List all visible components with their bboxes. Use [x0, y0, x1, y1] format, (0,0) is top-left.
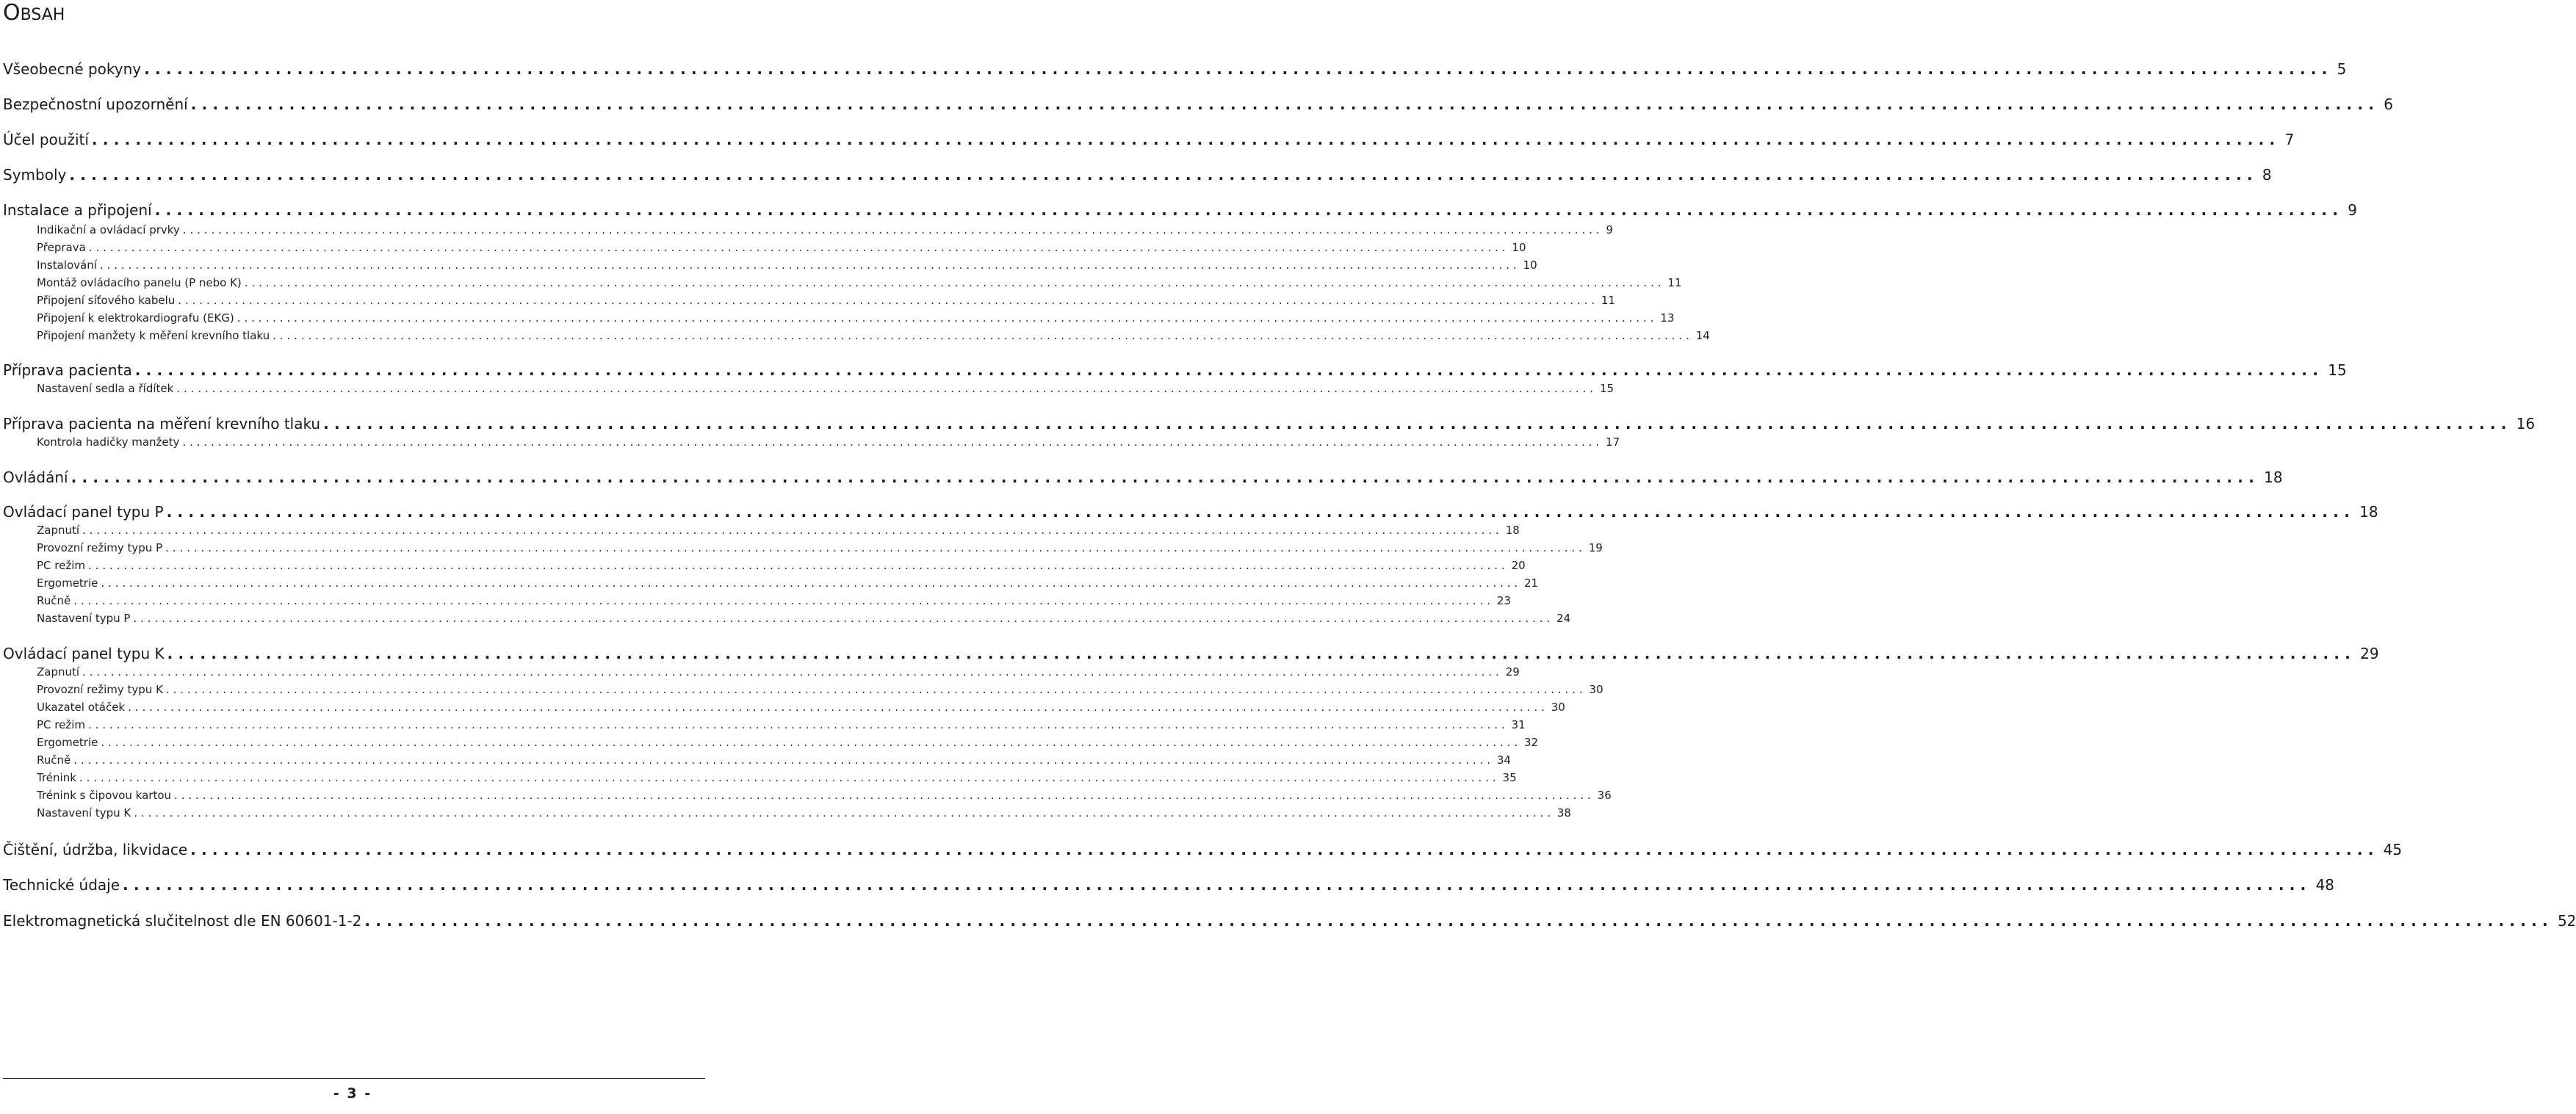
toc-entry-title: Provozní režimy typu P	[37, 541, 163, 554]
toc-dot-leader: ........................................................................................................................................................................................................	[167, 645, 2356, 662]
toc-entry-page-number: 17	[1606, 435, 1620, 449]
toc-section-entry	[0, 593, 1511, 609]
toc-entry-title: Instalace a připojení	[3, 201, 152, 219]
toc-entry-page-number: 11	[1667, 276, 1682, 289]
toc-entry-page-number: 13	[1660, 311, 1675, 325]
toc-entry-title: Ručně	[37, 594, 71, 607]
toc-chapter-entry	[0, 839, 2403, 860]
toc-entry-page-number: 48	[2315, 876, 2335, 894]
toc-entry-page-number: 18	[2359, 503, 2378, 521]
toc-section-entry	[0, 610, 1571, 626]
toc-entry-title: Ručně	[37, 753, 71, 767]
toc-entry-page-number: 34	[1496, 753, 1511, 767]
toc-dot-leader: ........................................................................................................................................................................................................	[165, 541, 1586, 554]
toc-entry-page-number: 10	[1523, 258, 1537, 272]
toc-entry-page-number: 29	[1505, 665, 1520, 679]
toc-section-entry	[0, 805, 1571, 821]
toc-entry-title: Ukazatel otáček	[37, 701, 126, 714]
toc-section-entry	[0, 257, 1537, 273]
toc-section-entry	[0, 222, 1613, 238]
toc-chapter-entry	[0, 164, 2272, 185]
toc-section-entry	[0, 310, 1675, 326]
toc-entry-title: PC režim	[37, 559, 86, 572]
footer-divider	[3, 1078, 705, 1079]
toc-entry-page-number: 14	[1695, 329, 1710, 342]
toc-section-entry	[0, 540, 1603, 556]
toc-entry-page-number: 15	[2328, 361, 2347, 379]
toc-dot-leader: ........................................................................................................................................................................................................	[82, 524, 1503, 537]
toc-dot-leader: ........................................................................................................................................................................................................	[88, 559, 1509, 572]
toc-entry-title: Indikační a ovládací prvky	[37, 223, 180, 236]
toc-section-entry	[0, 292, 1616, 308]
toc-entry-title: Příprava pacienta	[3, 361, 132, 379]
toc-entry-page-number: 52	[2557, 912, 2576, 930]
toc-dot-leader: ........................................................................................................................................................................................................	[244, 276, 1665, 289]
toc-dot-leader: ........................................................................................................................................................................................................	[323, 415, 2512, 433]
toc-dot-leader: ........................................................................................................................................................................................................	[101, 736, 1521, 749]
toc-entry-title: Ovládací panel typu P	[3, 503, 164, 521]
toc-entry-page-number: 23	[1496, 594, 1511, 607]
toc-entry-page-number: 30	[1589, 683, 1603, 696]
toc-entry-page-number: 45	[2383, 841, 2403, 858]
toc-entry-title: Nastavení typu K	[37, 806, 131, 820]
toc-section-entry	[0, 328, 1710, 344]
toc-dot-leader: ........................................................................................................................................................................................................	[91, 131, 2281, 148]
toc-dot-leader: ........................................................................................................................................................................................................	[176, 382, 1597, 395]
toc-entry-page-number: 24	[1556, 612, 1571, 625]
toc-chapter-entry	[0, 643, 2379, 664]
toc-dot-leader: ........................................................................................................................................................................................................	[73, 753, 1494, 767]
toc-dot-leader: ........................................................................................................................................................................................................	[144, 60, 2333, 78]
page-title-rest: BSAH	[20, 6, 65, 24]
toc-section-entry	[0, 787, 1612, 803]
toc-entry-title: Připojení síťového kabelu	[37, 294, 176, 307]
toc-entry-title: Instalování	[37, 258, 97, 272]
toc-entry-page-number: 30	[1551, 701, 1565, 714]
toc-entry-page-number: 6	[2384, 95, 2393, 113]
toc-entry-title: Montáž ovládacího panelu (P nebo K)	[37, 276, 242, 289]
toc-chapter-entry	[0, 360, 2347, 380]
toc-dot-leader: ........................................................................................................................................................................................................	[99, 258, 1520, 272]
toc-entry-title: Nastavení typu P	[37, 612, 131, 625]
toc-section-entry	[0, 522, 1520, 538]
toc-entry-title: Účel použití	[3, 131, 89, 148]
toc-entry-title: Ovládací panel typu K	[3, 645, 165, 662]
toc-entry-title: Ovládání	[3, 469, 68, 486]
toc-section-entry	[0, 681, 1603, 698]
toc-section-entry	[0, 557, 1526, 574]
toc-dot-leader: ........................................................................................................................................................................................................	[71, 469, 2260, 486]
toc-dot-leader: ........................................................................................................................................................................................................	[165, 683, 1587, 696]
toc-entry-page-number: 10	[1512, 241, 1526, 254]
toc-section-entry	[0, 664, 1520, 680]
toc-chapter-entry	[0, 467, 2283, 488]
toc-dot-leader: ........................................................................................................................................................................................................	[134, 806, 1554, 820]
toc-dot-leader: ........................................................................................................................................................................................................	[69, 166, 2258, 184]
toc-chapter-entry	[0, 875, 2335, 895]
toc-dot-leader: ........................................................................................................................................................................................................	[123, 876, 2312, 894]
toc-entry-page-number: 19	[1588, 541, 1603, 554]
toc-entry-page-number: 15	[1599, 382, 1614, 395]
toc-chapter-entry	[0, 129, 2295, 150]
page-title	[3, 0, 65, 29]
toc-entry-title: Trénink s čipovou kartou	[37, 789, 172, 802]
toc-dot-leader: ........................................................................................................................................................................................................	[73, 594, 1494, 607]
toc-entry-page-number: 29	[2360, 645, 2379, 662]
toc-entry-page-number: 7	[2284, 131, 2295, 148]
toc-chapter-entry	[0, 94, 2393, 115]
toc-entry-page-number: 36	[1597, 789, 1612, 802]
toc-dot-leader: ........................................................................................................................................................................................................	[174, 789, 1595, 802]
toc-entry-title: Čištění, údržba, likvidace	[3, 841, 188, 858]
toc-entry-title: Provozní režimy typu K	[37, 683, 163, 696]
toc-entry-page-number: 21	[1524, 576, 1539, 590]
toc-entry-title: Nastavení sedla a řídítek	[37, 382, 174, 395]
toc-entry-page-number: 9	[2348, 201, 2357, 219]
toc-section-entry	[0, 770, 1517, 786]
toc-entry-page-number: 11	[1601, 294, 1616, 307]
toc-section-entry	[0, 752, 1511, 768]
toc-entry-title: Symboly	[3, 166, 67, 184]
page-number: - 3 -	[333, 1085, 372, 1102]
toc-entry-page-number: 16	[2516, 415, 2536, 433]
toc-entry-title: Zapnutí	[37, 665, 80, 679]
toc-dot-leader: ........................................................................................................................................................................................................	[154, 201, 2344, 219]
toc-entry-title: Příprava pacienta na měření krevního tlaku	[3, 415, 321, 433]
toc-entry-page-number: 8	[2262, 166, 2272, 184]
toc-dot-leader: ........................................................................................................................................................................................................	[133, 612, 1554, 625]
toc-chapter-entry	[0, 502, 2378, 522]
toc-dot-leader: ........................................................................................................................................................................................................	[190, 841, 2379, 858]
page-title-initial: O	[3, 0, 21, 26]
toc-entry-title: Elektromagnetická slučitelnost dle EN 60601-1-2	[3, 912, 362, 930]
toc-dot-leader: ........................................................................................................................................................................................................	[166, 503, 2356, 521]
toc-entry-title: Ergometrie	[37, 576, 98, 590]
toc-entry-title: Kontrola hadičky manžety	[37, 435, 180, 449]
toc-dot-leader: ........................................................................................................................................................................................................	[190, 95, 2380, 113]
toc-entry-page-number: 9	[1606, 223, 1613, 236]
toc-dot-leader: ........................................................................................................................................................................................................	[134, 361, 2324, 379]
toc-dot-leader: ........................................................................................................................................................................................................	[101, 576, 1521, 590]
toc-entry-page-number: 5	[2337, 60, 2347, 78]
toc-section-entry	[0, 239, 1526, 256]
toc-section-entry	[0, 434, 1620, 450]
toc-chapter-entry	[0, 911, 2576, 931]
toc-entry-page-number: 35	[1502, 771, 1517, 784]
toc-dot-leader: ........................................................................................................................................................................................................	[79, 771, 1500, 784]
toc-entry-page-number: 18	[1505, 524, 1520, 537]
toc-entry-page-number: 18	[2264, 469, 2283, 486]
toc-entry-title: Připojení k elektrokardiografu (EKG)	[37, 311, 234, 325]
toc-chapter-entry	[0, 59, 2347, 79]
toc-entry-page-number: 32	[1524, 736, 1539, 749]
toc-entry-page-number: 31	[1511, 718, 1526, 731]
toc-dot-leader: ........................................................................................................................................................................................................	[182, 223, 1603, 236]
toc-entry-title: Trénink	[37, 771, 76, 784]
toc-chapter-entry	[0, 200, 2357, 220]
toc-dot-leader: ........................................................................................................................................................................................................	[128, 701, 1548, 714]
toc-entry-title: Připojení manžety k měření krevního tlaku	[37, 329, 270, 342]
toc-entry-title: PC režim	[37, 718, 86, 731]
toc-dot-leader: ........................................................................................................................................................................................................	[237, 311, 1658, 325]
toc-dot-leader: ........................................................................................................................................................................................................	[88, 241, 1509, 254]
toc-section-entry	[0, 734, 1539, 750]
toc-entry-title: Zapnutí	[37, 524, 80, 537]
toc-entry-title: Přeprava	[37, 241, 86, 254]
toc-entry-title: Bezpečnostní upozornění	[3, 95, 188, 113]
toc-dot-leader: ........................................................................................................................................................................................................	[182, 435, 1603, 449]
toc-section-entry	[0, 575, 1539, 591]
toc-chapter-entry	[0, 413, 2536, 434]
toc-section-entry	[0, 699, 1565, 715]
toc-section-entry	[0, 380, 1614, 397]
toc-entry-title: Ergometrie	[37, 736, 98, 749]
toc-dot-leader: ........................................................................................................................................................................................................	[364, 912, 2553, 930]
toc-entry-title: Technické údaje	[3, 876, 120, 894]
toc-section-entry	[0, 275, 1682, 291]
toc-dot-leader: ........................................................................................................................................................................................................	[273, 329, 1693, 342]
toc-dot-leader: ........................................................................................................................................................................................................	[82, 665, 1503, 679]
toc-section-entry	[0, 717, 1526, 733]
toc-dot-leader: ........................................................................................................................................................................................................	[178, 294, 1598, 307]
toc-entry-page-number: 20	[1511, 559, 1526, 572]
toc-entry-title: Všeobecné pokyny	[3, 60, 142, 78]
toc-entry-page-number: 38	[1556, 806, 1571, 820]
toc-dot-leader: ........................................................................................................................................................................................................	[88, 718, 1509, 731]
